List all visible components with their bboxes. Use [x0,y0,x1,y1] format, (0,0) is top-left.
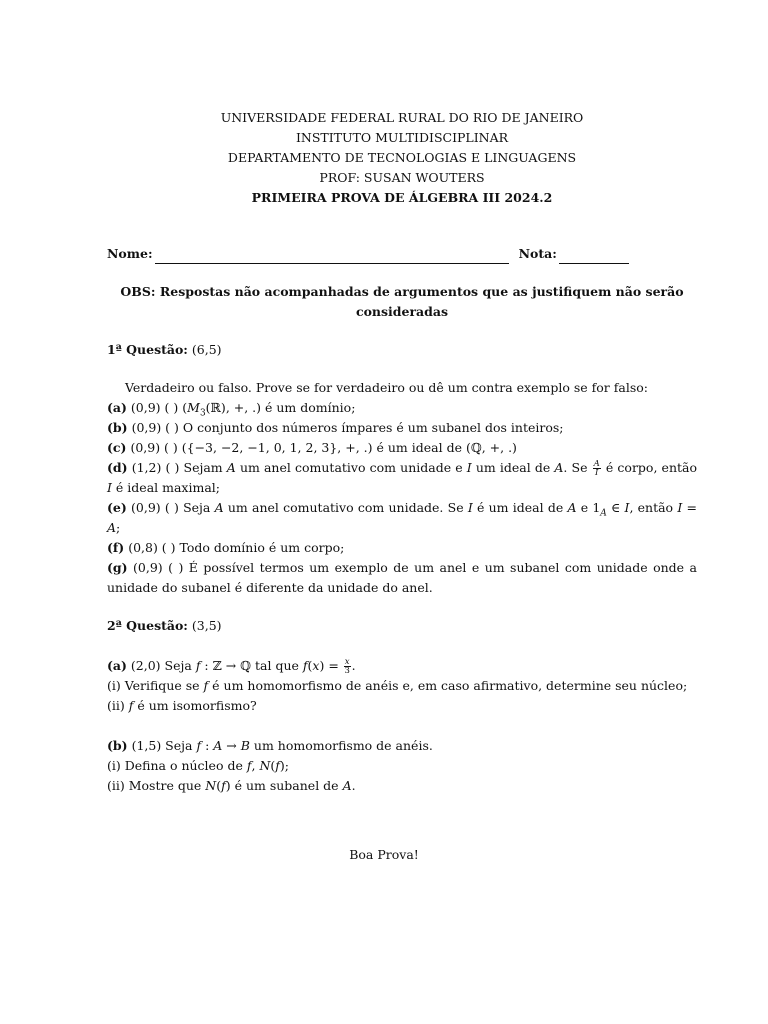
q1-item-a: (a) (0,9) ( ) ($M_3(ℝ)$, +, .) é um domínio; [107,400,356,419]
item-letter: (e) [107,500,127,515]
item-weight: (2,0) [130,658,161,673]
q2-item-b-i: (i) Defina o núcleo de f, N(f); [107,758,289,773]
grade-label: Nota: [518,246,557,261]
question-2-points: (3,5) [191,618,222,633]
question-2-label: 2ª Questão: [107,618,188,633]
item-letter: (c) [107,440,127,455]
item-text: (i) Verifique se [107,678,200,693]
q1-item-e: (e) (0,9) ( ) Seja A um anel comutativo com unidade. Se I é um ideal de A e $1_A$ ∈ I, então I = A; [107,500,697,535]
item-text: (ii) Mostre que [107,778,202,793]
institute-name: INSTITUTO MULTIDISCIPLINAR [295,130,509,145]
item-weight: (0,9) ( ) [130,400,179,415]
exam-title: PRIMEIRA PROVA DE ÁLGEBRA III 2024.2 [251,190,553,205]
item-text: é um isomorfismo? [137,698,257,713]
item-text: (ii) [107,698,125,713]
q1-item-b [107,418,697,438]
item-weight: (1,5) [131,738,162,753]
q1-item-d: (d) (1,2) ( ) Sejam A um anel comutativo com unidade e I um ideal de A. Se $\frac{A}{I}$ é corpo, então I é ideal maximal; [107,459,698,495]
q2-item-b: (b) (1,5) Seja f : A → B um homomorfismo de anéis. [107,738,433,753]
q1-item-g [107,558,697,598]
exam-content [107,108,697,796]
item-letter: (a) [107,658,127,673]
item-weight: (0,9) ( ) [131,500,179,515]
question-2-heading [107,616,697,636]
exam-header [107,108,697,208]
grade-blank-line[interactable] [559,249,629,264]
name-label: Nome: [107,246,153,261]
university-name: UNIVERSIDADE FEDERAL RURAL DO RIO DE JANEIRO [220,110,584,125]
item-text: um homomorfismo de anéis. [253,738,433,753]
item-weight: (0,9) ( ) [130,440,178,455]
item-letter: (b) [107,738,128,753]
item-letter: (a) [107,400,127,415]
name-blank-line[interactable] [155,249,509,264]
department-name: DEPARTAMENTO DE TECNOLOGIAS E LINGUAGENS [227,150,577,165]
item-letter: (f) [107,540,125,555]
student-info-row [107,244,697,264]
item-weight: (0,9) ( ) [133,560,184,575]
fraction-a-over-i: $\frac{A}{I}$ [593,459,600,478]
item-text: É possível termos um exemplo de um anel e um subanel com unidade onde a unidade do subanel é diferente da unidade do anel. [107,560,697,595]
item-weight: (0,9) ( ) [131,420,179,435]
question-1-label: 1ª Questão: [107,342,188,357]
q1-item-c: (c) (0,9) ( ) ({−3, −2, −1, 0, 1, 2, 3}, +, .) é um ideal de (ℚ, +, .) [107,440,517,455]
q2-item-a-i: (i) Verifique se f é um homomorfismo de anéis e, em caso afirmativo, determine seu núcleo; [107,678,688,693]
item-letter: (b) [107,420,128,435]
question-1-heading [107,340,697,360]
professor-name: PROF: SUSAN WOUTERS [319,170,485,185]
item-letter: (g) [107,560,128,575]
item-text: Todo domínio é um corpo; [179,540,345,555]
q1-item-f [107,538,697,558]
item-weight: (1,2) ( ) [131,460,180,475]
closing-message: Boa Prova! [349,847,419,862]
item-text: é um subanel de [234,778,339,793]
item-text: O conjunto dos números ímpares é um subanel dos inteiros; [182,420,564,435]
observation-note: OBS: Respostas não acompanhadas de argumentos que as justifiquem não serão consideradas [120,284,684,319]
item-text: é um homomorfismo de anéis e, em caso afirmativo, determine seu núcleo; [212,678,688,693]
item-weight: (0,8) ( ) [128,540,176,555]
item-text: (i) Defina o núcleo de [107,758,243,773]
question-1-points: (6,5) [191,342,222,357]
q2-item-a: (a) (2,0) Seja f : ℤ → ℚ tal que f(x) = $\frac{x}{3}$ . [107,657,356,676]
q2-item-a-ii: (ii) f é um isomorfismo? [107,698,257,713]
q2-item-b-ii: (ii) Mostre que N(f) é um subanel de A. [107,778,356,793]
item-letter: (d) [107,460,128,475]
question-1-intro: Verdadeiro ou falso. Prove se for verdadeiro ou dê um contra exemplo se for falso: [125,380,648,395]
fraction-x-over-3: $\frac{x}{3}$ [344,657,350,676]
